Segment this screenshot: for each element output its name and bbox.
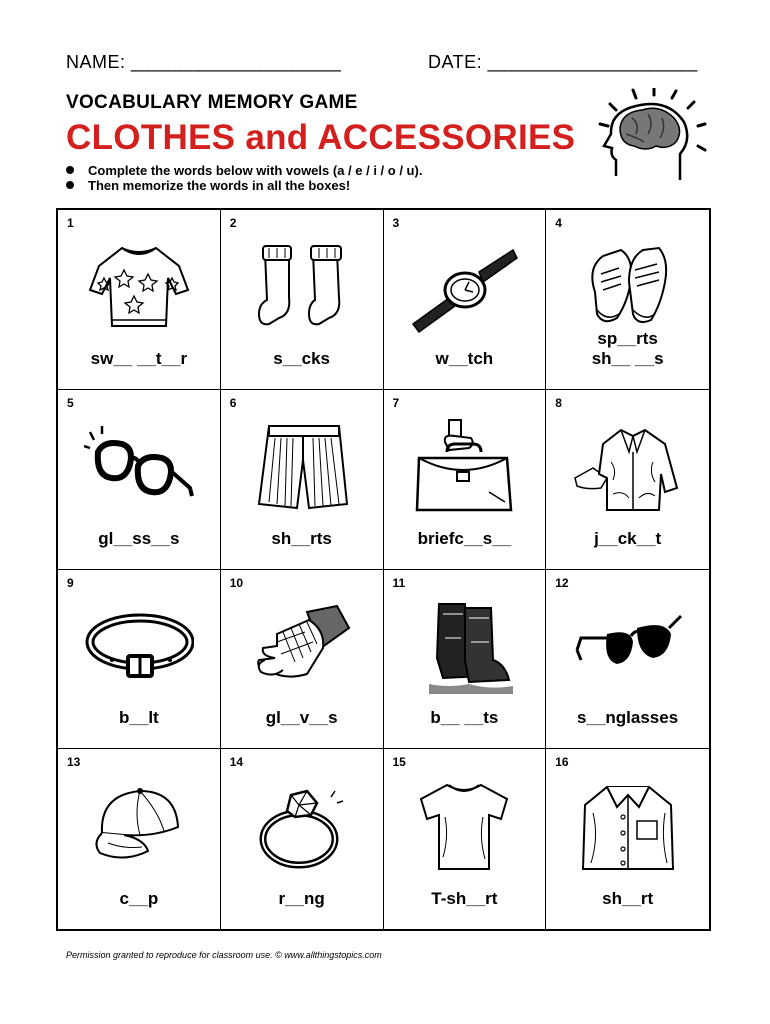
vocab-card	[221, 390, 384, 570]
card-number: 4	[555, 216, 562, 230]
sneakers-icon	[573, 238, 683, 338]
vocab-card	[221, 749, 384, 929]
card-number: 5	[67, 395, 74, 410]
name-field-label: NAME: ____________________	[66, 52, 342, 72]
vocabulary-grid	[56, 208, 711, 931]
fill-in-word: w__tch	[435, 348, 494, 368]
fill-in-word: gl__ss__s	[98, 528, 180, 548]
fill-in-word: j__ck__t	[594, 528, 662, 548]
belt-icon	[84, 598, 194, 698]
fill-in-word: briefc__s__	[417, 528, 512, 548]
fill-in-word: b__ __ts	[430, 708, 499, 728]
vocab-card	[384, 390, 547, 570]
vocab-card	[384, 749, 547, 929]
vocab-card	[546, 570, 709, 750]
instruction-line	[66, 163, 422, 178]
vocab-card	[221, 210, 384, 390]
jacket-icon	[573, 418, 683, 518]
fill-in-word: b__lt	[119, 708, 159, 728]
fill-in-word: sh__rt	[602, 889, 654, 908]
vocab-card	[58, 390, 221, 570]
card-number: 6	[229, 395, 237, 410]
card-number: 2	[229, 216, 237, 230]
fill-in-word: sh__rts	[271, 528, 332, 548]
glasses-icon	[84, 418, 194, 518]
vocab-card	[58, 749, 221, 929]
vocab-card	[546, 210, 709, 390]
card-number: 11	[392, 575, 406, 590]
vocab-card	[546, 749, 709, 929]
socks-icon	[247, 238, 357, 338]
fill-in-word: c__p	[119, 889, 159, 908]
worksheet-subtitle: VOCABULARY MEMORY GAME	[66, 92, 358, 113]
vocab-card	[546, 390, 709, 570]
card-number: 13	[67, 755, 81, 770]
vocab-card	[58, 210, 221, 390]
card-number: 3	[392, 216, 400, 230]
watch-icon	[409, 238, 519, 338]
fill-in-word: gl__v__s	[265, 708, 338, 728]
instruction-text: Complete the words below with vowels (a / e / i / o / u).	[88, 163, 423, 178]
card-number: 1	[67, 216, 74, 230]
card-number: 7	[392, 395, 400, 410]
shorts-icon	[247, 418, 357, 518]
shirt-icon	[573, 777, 683, 877]
briefcase-icon	[409, 418, 519, 518]
card-number: 9	[67, 575, 74, 590]
tshirt-icon	[409, 777, 519, 877]
bullet-icon	[66, 166, 74, 174]
vocab-card	[58, 570, 221, 750]
instruction-text: Then memorize the words in all the boxes!	[88, 178, 351, 193]
bullet-icon	[66, 181, 74, 189]
fill-in-word: sp__rts sh__ __s	[591, 328, 664, 368]
fill-in-word: sw__ __t__r	[90, 348, 188, 368]
card-number: 15	[392, 755, 406, 770]
card-number: 12	[555, 575, 569, 590]
card-number: 16	[555, 755, 569, 770]
ring-icon	[247, 777, 357, 877]
sweater-icon	[84, 238, 194, 338]
card-number: 14	[229, 755, 244, 770]
sunglasses-icon	[573, 598, 683, 698]
fill-in-word: s__nglasses	[577, 708, 679, 728]
gloves-icon	[247, 598, 357, 698]
thinking-head-icon	[596, 88, 708, 192]
vocab-card	[384, 570, 547, 750]
fill-in-word: s__cks	[273, 348, 330, 368]
card-number: 10	[229, 575, 244, 590]
card-number: 8	[555, 395, 562, 410]
cap-icon	[84, 777, 194, 877]
boots-icon	[409, 598, 519, 698]
instruction-line	[66, 178, 350, 193]
date-field-label: DATE: ____________________	[428, 52, 698, 72]
copyright-footer: Permission granted to reproduce for classroom use. © www.allthingstopics.com	[66, 950, 382, 960]
vocab-card	[384, 210, 547, 390]
fill-in-word: r__ng	[278, 889, 325, 908]
fill-in-word: T-sh__rt	[431, 889, 498, 908]
worksheet-title: CLOTHES and ACCESSORIES	[66, 118, 576, 157]
vocab-card	[221, 570, 384, 750]
